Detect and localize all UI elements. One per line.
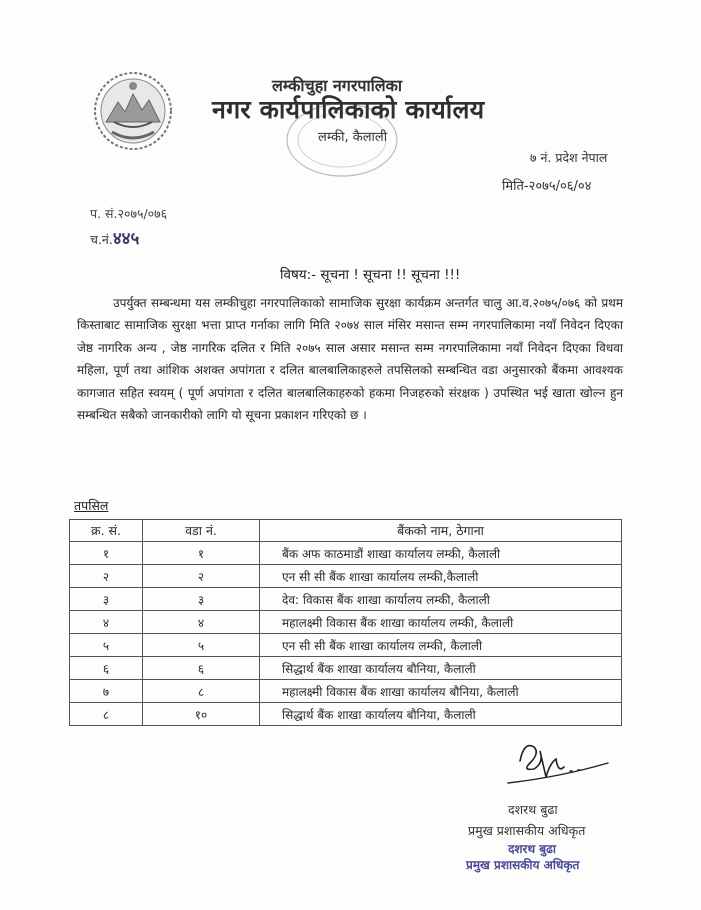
signatory-name: दशरथ बुढा xyxy=(508,802,558,817)
column-header-sn: क्र. सं. xyxy=(70,520,143,542)
cell-sn: ८ xyxy=(70,703,143,726)
cell-bank: एन सी सी बैंक शाखा कार्यालय लम्की, कैलाली xyxy=(260,634,622,657)
cell-sn: ४ xyxy=(70,611,143,634)
municipality-name: लम्कीचुहा नगरपालिका xyxy=(272,76,403,95)
cell-bank: देव: विकास बैंक शाखा कार्यालय लम्की, कैलाली xyxy=(260,588,622,611)
table-row xyxy=(70,680,622,703)
cell-ward: १० xyxy=(143,703,260,726)
cell-ward: ५ xyxy=(143,634,260,657)
cell-ward: १ xyxy=(143,542,260,565)
province-label: ७ नं. प्रदेश नेपाल xyxy=(530,150,608,165)
stamp-signatory-title: प्रमुख प्रशासकीय अधिकृत xyxy=(466,858,580,872)
cell-sn: ६ xyxy=(70,657,143,680)
subject-line: विषय:- सूचना ! सूचना !! सूचना !!! xyxy=(280,267,461,283)
notice-body: उपर्युक्त सम्बन्धमा यस लम्कीचुहा नगरपालिकाको सामाजिक सुरक्षा कार्यक्रम अन्तर्गत चालु आ.व.२०७५/०७६ को प्रथम किस्ताबाट सामाजिक सुरक्षा भत्ता प्राप्त गर्नाका लागि मिति २०७४ साल मंसिर मसान्त सम्म नगरपालिकामा नयाँ निवेदन दिएका जेष्ठ नागरिक अन्य , जेष्ठ नागरिक दलित र मिति २०७५ साल असार मसान्त सम्म नगरपालिकामा नयाँ निवेदन दिएका विधवा महिला, पूर्ण तथा आंशिक अशक्त अपांगता र दलित बालबालिकाहरुले तपसिलको सम्बन्धित वडा अनुसारको बैंकमा आवश्यक कागजात सहित स्वयम् ( पूर्ण अपांगता र दलित बालबालिकाहरुको हकमा निजहरुको संरक्षक ) उपस्थित भई खाता खोल्न हुन सम्बन्धित सबैको जानकारीको लागि यो सूचना प्रकाशन गरिएको छ । xyxy=(77,296,623,423)
cell-ward: ४ xyxy=(143,611,260,634)
table-row xyxy=(70,657,622,680)
cell-bank: महालक्ष्मी विकास बैंक शाखा कार्यालय बौनिया, कैलाली xyxy=(260,680,622,703)
cell-ward: ८ xyxy=(143,680,260,703)
cell-sn: ७ xyxy=(70,680,143,703)
letter-date: मिति-२०७५/०६/०४ xyxy=(502,179,592,194)
cell-sn: १ xyxy=(70,542,143,565)
signatory-title: प्रमुख प्रशासकीय अधिकृत xyxy=(468,823,586,838)
table-row xyxy=(70,542,622,565)
stamp-signatory-name: दशरथ बुढा xyxy=(508,842,557,856)
nepal-emblem-icon xyxy=(92,70,174,152)
table-row xyxy=(70,565,622,588)
chalani-label: च.नं. xyxy=(90,232,113,247)
office-name: नगर कार्यपालिकाको कार्यालय xyxy=(212,95,485,124)
cell-ward: ६ xyxy=(143,657,260,680)
office-location: लम्की, कैलाली xyxy=(318,130,388,145)
cell-bank: एन सी सी बैंक शाखा कार्यालय लम्की,कैलाली xyxy=(260,565,622,588)
table-row xyxy=(70,588,622,611)
cell-bank: सिद्धार्थ बैंक शाखा कार्यालय बौनिया, कैलाली xyxy=(260,703,622,726)
table-row xyxy=(70,634,622,657)
chalani-value: ४४५ xyxy=(112,229,140,249)
signature-mark xyxy=(500,733,610,793)
cell-bank: सिद्धार्थ बैंक शाखा कार्यालय बौनिया, कैलाली xyxy=(260,657,622,680)
cell-sn: २ xyxy=(70,565,143,588)
schedule-title: तपसिल xyxy=(74,498,109,513)
column-header-ward: वडा नं. xyxy=(143,520,260,542)
cell-bank: बैंक अफ काठमाडौं शाखा कार्यालय लम्की, कैलाली xyxy=(260,542,622,565)
bank-table xyxy=(69,519,622,726)
cell-bank: महालक्ष्मी विकास बैंक शाखा कार्यालय लम्की, कैलाली xyxy=(260,611,622,634)
cell-ward: ३ xyxy=(143,588,260,611)
patra-sankhya: प. सं.२०७५/०७६ xyxy=(90,206,168,221)
chalani-number xyxy=(90,226,139,249)
column-header-bank: बैंकको नाम, ठेगाना xyxy=(260,520,622,542)
cell-sn: ५ xyxy=(70,634,143,657)
cell-ward: २ xyxy=(143,565,260,588)
table-row xyxy=(70,611,622,634)
table-header-row xyxy=(70,520,622,542)
table-row xyxy=(70,703,622,726)
cell-sn: ३ xyxy=(70,588,143,611)
